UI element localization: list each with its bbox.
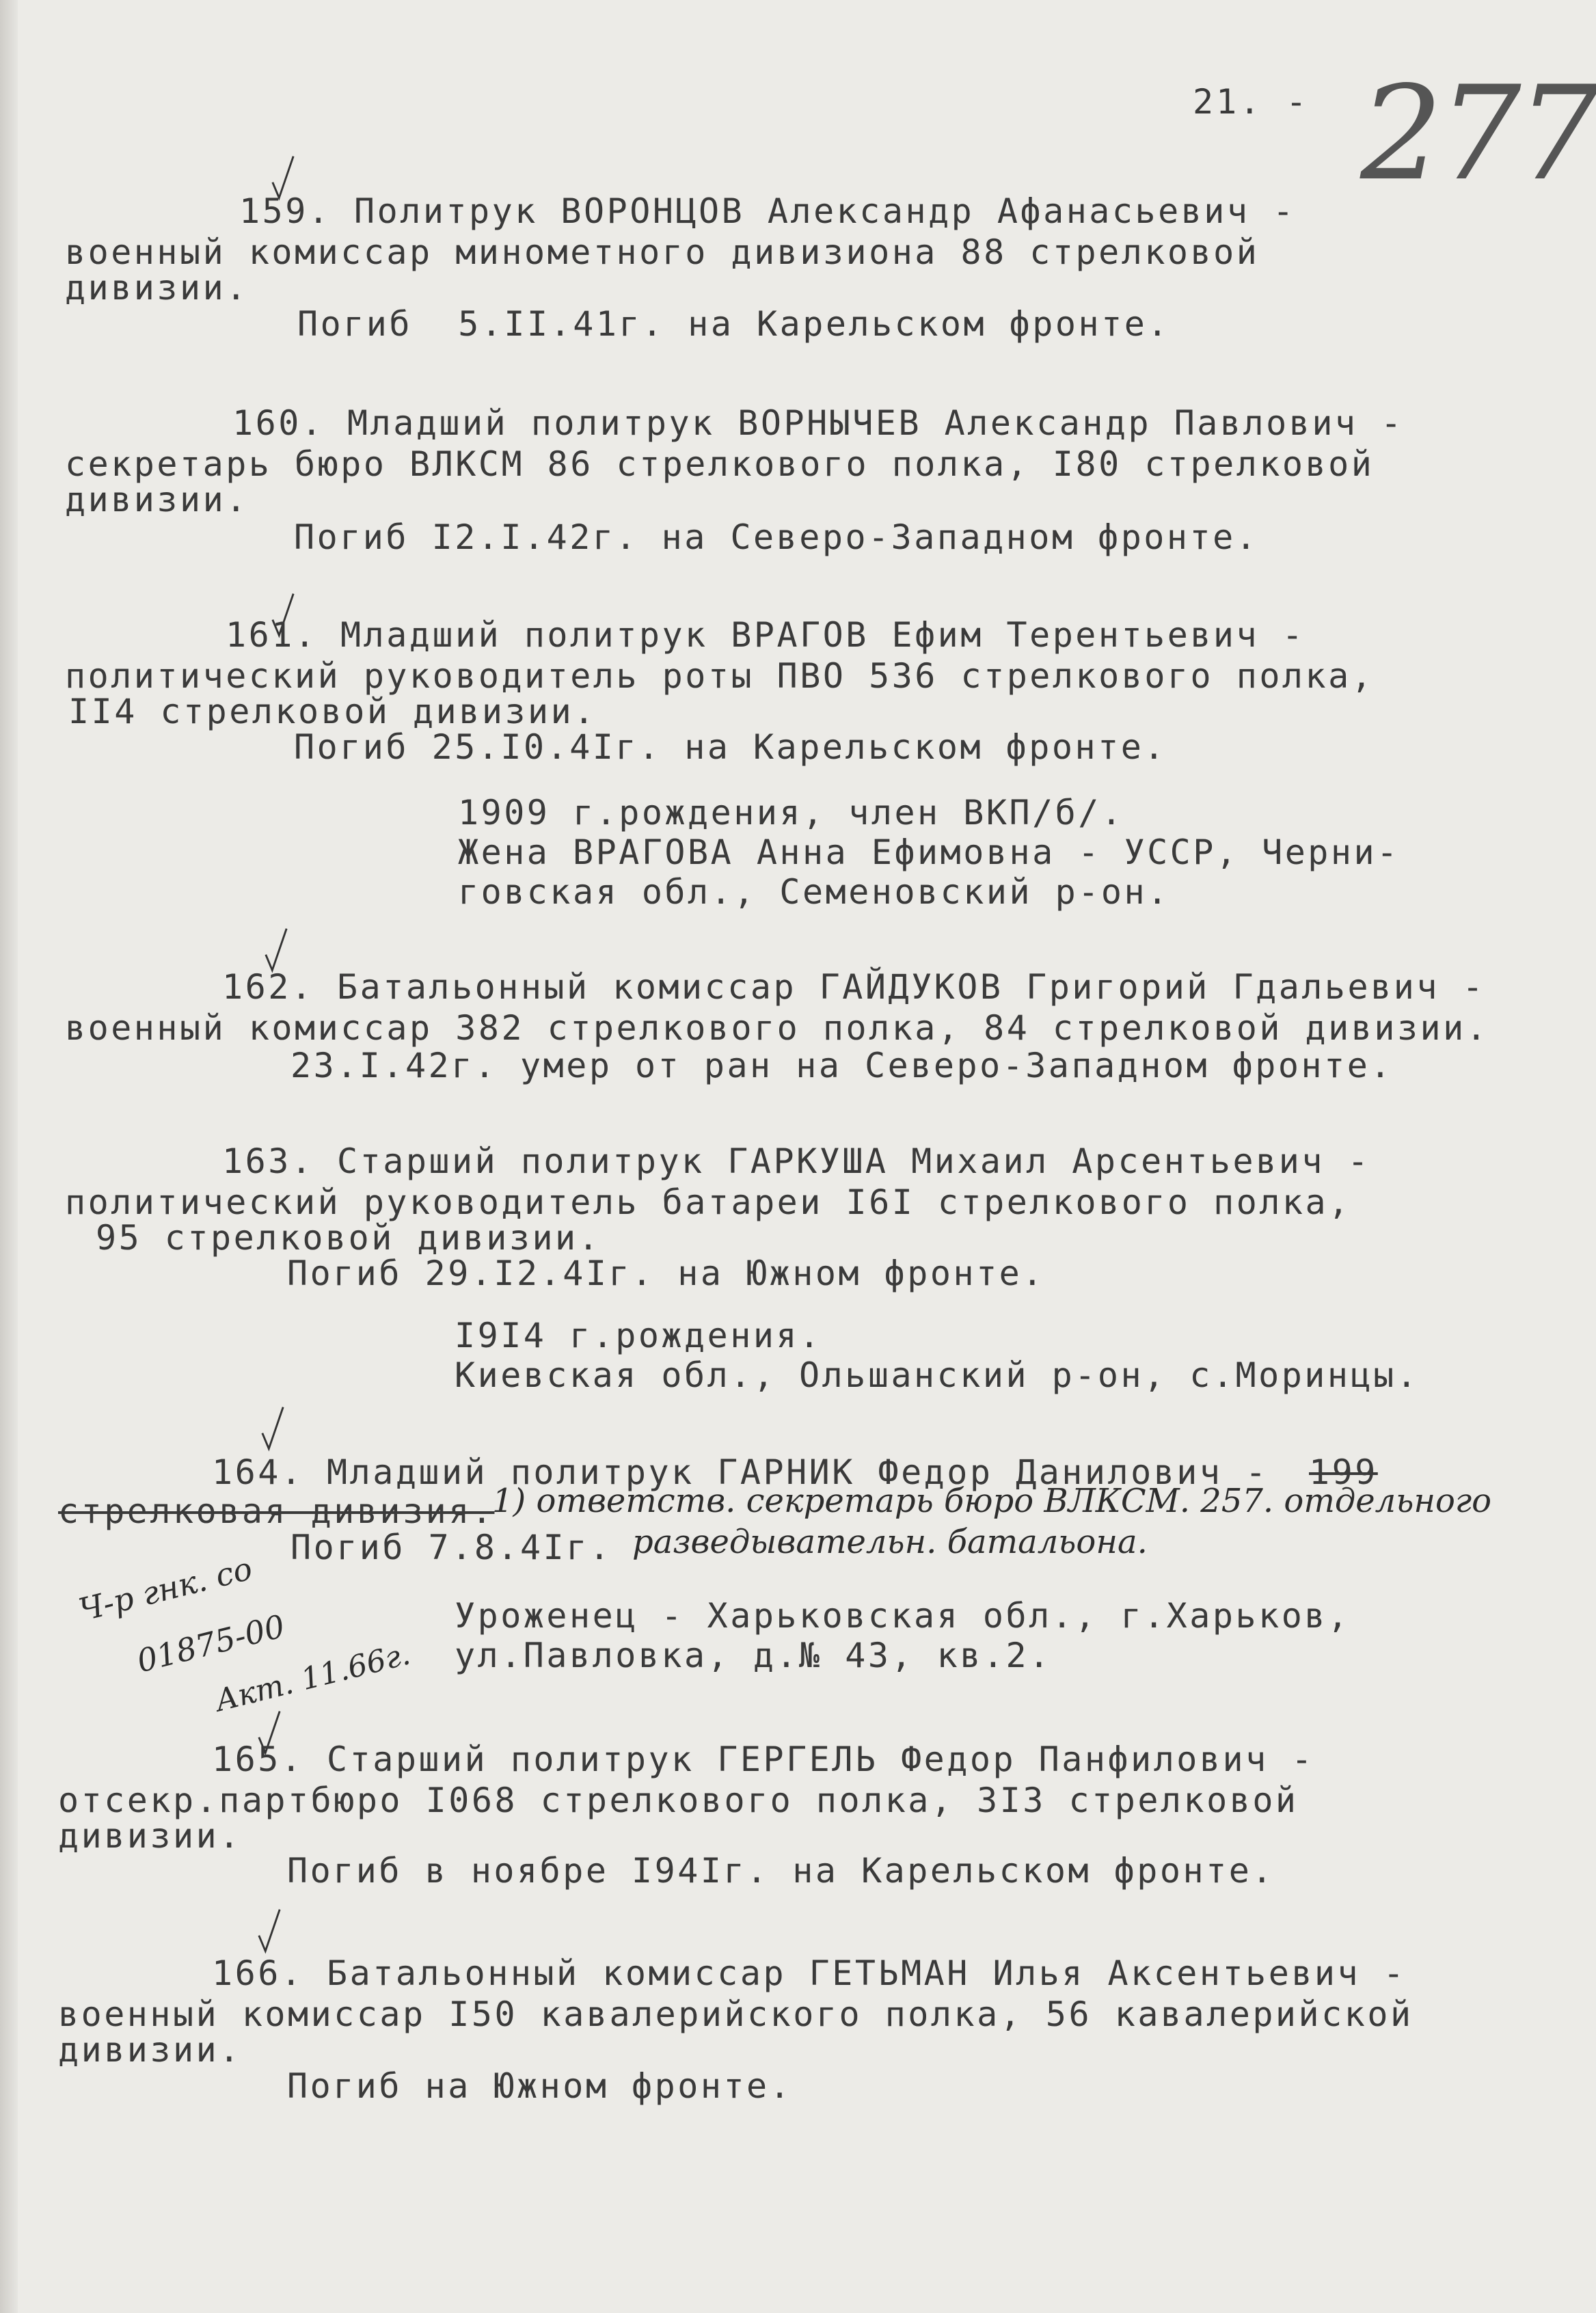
entry-162-line-2: военный комиссар 382 стрелкового полка, 84 стрелковой дивизии. bbox=[65, 1008, 1489, 1048]
entry-161-note-2: Жена ВРАГОВА Анна Ефимовна - УССР, Черни- bbox=[458, 833, 1400, 872]
entry-161-line-3: II4 стрелковой дивизии. bbox=[68, 692, 597, 731]
entry-166-line-1: 166. Батальонный комиссар ГЕТЬМАН Илья Аксентьевич - bbox=[212, 1953, 1407, 1993]
checkmark-icon bbox=[256, 1907, 282, 1955]
entry-164-note-2: ул.Павловка, д.№ 43, кв.2. bbox=[455, 1636, 1052, 1675]
entry-164-handwritten-insert: 1) ответств. секретарь бюро ВЛКСМ. 257. отдельного bbox=[492, 1482, 1492, 1520]
entry-163-note-1: I9I4 г.рождения. bbox=[455, 1316, 822, 1355]
entry-164-struck-number: 199 bbox=[1309, 1452, 1378, 1492]
entry-163-line-1: 163. Старший политрук ГАРКУША Михаил Арсентьевич - bbox=[222, 1141, 1371, 1181]
entry-163-fate: Погиб 29.I2.4Iг. на Южном фронте. bbox=[287, 1254, 1045, 1293]
margin-note-2: 01875-00 bbox=[133, 1607, 288, 1680]
entry-161-fate: Погиб 25.I0.4Iг. на Карельском фронте. bbox=[294, 727, 1167, 767]
archive-sheet-number: 277 bbox=[1360, 58, 1596, 209]
entry-161-note-1: 1909 г.рождения, член ВКП/б/. bbox=[458, 793, 1124, 833]
entry-161-line-2: политический руководитель роты ПВО 536 стрелкового полка, bbox=[65, 656, 1375, 696]
entry-160-line-2: секретарь бюро ВЛКСМ 86 стрелкового полка, I80 стрелковой bbox=[65, 444, 1375, 484]
margin-note-1: Ч-р гнк. со bbox=[75, 1550, 256, 1629]
entry-166-line-2: военный комиссар I50 кавалерийского полка, 56 кавалерийской bbox=[58, 1994, 1414, 2034]
entry-160-line-3: дивизии. bbox=[65, 480, 249, 519]
entry-160-fate: Погиб I2.I.42г. на Северо-Западном фронте. bbox=[294, 517, 1259, 557]
entry-164-note-1: Уроженец - Харьковская обл., г.Харьков, bbox=[455, 1596, 1351, 1636]
entry-161-note-3: говская обл., Семеновский р-он. bbox=[458, 872, 1170, 912]
entry-164-line-1: 164. Младший политрук ГАРНИК Федор Данилович - bbox=[212, 1452, 1269, 1492]
entry-164-struck-line: стрелковая дивизия. bbox=[58, 1491, 495, 1531]
page-binding-edge bbox=[0, 0, 18, 2313]
entry-165-fate: Погиб в ноябре I94Iг. на Карельском фронте. bbox=[287, 1851, 1275, 1891]
entry-165-line-2: отсекр.партбюро I068 стрелкового полка, 3I3 стрелковой bbox=[58, 1781, 1299, 1820]
entry-165-line-3: дивизии. bbox=[58, 1816, 242, 1856]
entry-159-line-3: дивизии. bbox=[65, 268, 249, 308]
entry-159-line-2: военный комиссар минометного дивизиона 88 стрелковой bbox=[65, 232, 1260, 272]
entry-162-fate: 23.I.42г. умер от ран на Северо-Западном фронте. bbox=[290, 1046, 1393, 1085]
entry-163-line-2: политический руководитель батареи I6I стрелкового полка, bbox=[65, 1182, 1351, 1222]
entry-159-line-1: 159. Политрук ВОРОНЦОВ Александр Афанасьевич - bbox=[239, 191, 1296, 231]
entry-166-line-3: дивизии. bbox=[58, 2030, 242, 2070]
checkmark-icon bbox=[260, 1405, 286, 1452]
page-number: 21. - bbox=[1193, 82, 1310, 122]
entry-161-line-1: 161. Младший политрук ВРАГОВ Ефим Терентьевич - bbox=[226, 615, 1306, 655]
entry-163-line-3: 95 стрелковой дивизии. bbox=[96, 1218, 601, 1258]
entry-160-line-1: 160. Младший политрук ВОРНЫЧЕВ Александр Павлович - bbox=[232, 403, 1404, 443]
entry-165-line-1: 165. Старший политрук ГЕРГЕЛЬ Федор Панфилович - bbox=[212, 1740, 1314, 1779]
entry-159-fate: Погиб 5.II.41г. на Карельском фронте. bbox=[297, 304, 1170, 344]
entry-164-fate: Погиб 7.8.4Iг. bbox=[290, 1528, 612, 1567]
entry-166-fate: Погиб на Южном фронте. bbox=[287, 2066, 793, 2106]
entry-163-note-2: Киевская обл., Ольшанский р-он, с.Моринцы. bbox=[455, 1355, 1420, 1395]
margin-note-3: Акт. 11.66г. bbox=[212, 1636, 414, 1719]
entry-162-line-1: 162. Батальонный комиссар ГАЙДУКОВ Григорий Гдальевич - bbox=[222, 967, 1486, 1007]
entry-164-handwritten-insert-2: разведывательн. батальона. bbox=[632, 1523, 1148, 1561]
